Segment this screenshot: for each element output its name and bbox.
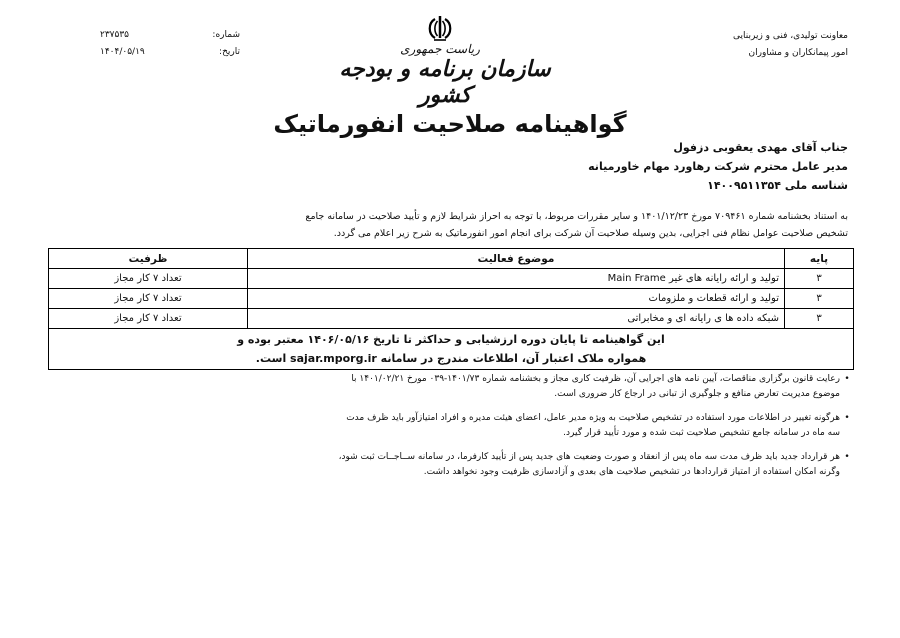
cell-topic: شبکه داده ها ی رایانه ای و مخابراتی [248, 309, 785, 329]
cell-topic: تولید و ارائه رایانه های غیر Main Frame [248, 269, 785, 289]
activities-table [48, 248, 854, 370]
certificate-title: گواهینامه صلاحیت انفورماتیک [273, 110, 627, 138]
table-row [49, 269, 854, 289]
department-block [733, 28, 848, 62]
header-topic: موضوع فعالیت [248, 249, 785, 269]
cell-base: ۳ [785, 289, 854, 309]
intro-paragraph [58, 208, 848, 242]
department-line: امور پیمانکاران و مشاوران [748, 48, 848, 58]
cell-capacity: تعداد ۷ کار مجاز [49, 309, 248, 329]
list-item [46, 411, 854, 441]
header-capacity: ظرفیت [49, 249, 248, 269]
cell-capacity: تعداد ۷ کار مجاز [49, 269, 248, 289]
number-value: ۲۳۷۵۳۵ [100, 30, 130, 40]
presidency-text: ریاست جمهوری [400, 42, 480, 56]
table-row [49, 289, 854, 309]
deputy-line: معاونت تولیدی، فنی و زیربنایی [733, 31, 848, 41]
list-item [46, 372, 854, 402]
note-line: سه ماه در سامانه جامع تشخیص صلاحیت ثبت شده و مورد تأیید قرار گیرد. [563, 428, 840, 438]
bullet-icon: • [844, 452, 850, 462]
cell-base: ۳ [785, 309, 854, 329]
header-base: پایه [785, 249, 854, 269]
validity-line: همواره ملاک اعتبار آن، اطلاعات مندرج در سامانه sajar.mporg.ir است. [255, 352, 647, 365]
note-line: هرگونه تغییر در اطلاعات مورد استفاده در تشخیص صلاحیت به ویژه مدیر عامل، اعضای هیئت مدیره و افراد امتیازآور باید ظرف مدت [346, 413, 840, 423]
intro-line: تشخیص صلاحیت عوامل نظام فنی اجرایی، بدین وسیله صلاحیت آن شرکت برای انجام امور انفورماتیک به شرح زیر اعلام می گردد. [333, 228, 848, 239]
note-line: رعایت قانون برگزاری مناقصات، آیین نامه های اجرایی آن، ظرفیت کاری مجاز و بخشنامه شماره ۱۴۰۱/۷۳-۰۳۹ مورخ ۱۴۰۱/۰۲/۲۱ با [351, 374, 840, 384]
note-line: موضوع مدیریت تعارض منافع و جلوگیری از تبانی در ارجاع کار ضروری است. [554, 389, 840, 399]
validity-cell [49, 329, 854, 370]
addressee-block [588, 138, 848, 195]
cell-base: ۳ [785, 269, 854, 289]
validity-row [49, 329, 854, 370]
date-label: تاریخ: [219, 47, 240, 57]
validity-line: این گواهینامه تا پایان دوره ارزشیابی و حداکثر تا تاریخ ۱۴۰۶/۰۵/۱۶ معتبر بوده و [237, 333, 665, 346]
cell-topic: تولید و ارائه قطعات و ملزومات [248, 289, 785, 309]
notes-list [46, 372, 854, 489]
list-item [46, 450, 854, 480]
number-label: شماره: [212, 30, 240, 40]
reference-block [100, 27, 240, 61]
note-line: هر قرارداد جدید باید ظرف مدت سه ماه پس از انعقاد و صورت وضعیت های جدید پس از تأیید کارفرما، در سامانه ســاجــات ثبت شود، [338, 452, 840, 462]
bullet-icon: • [844, 413, 850, 423]
addressee-position: مدیر عامل محترم شرکت رهاورد مهام خاورمیانه [588, 160, 848, 173]
note-line: وگرنه امکان استفاده از امتیاز قراردادها در تشخیص صلاحیت های بعدی و آزادسازی ظرفیت وجود نخواهد داشت. [423, 467, 840, 477]
date-value: ۱۴۰۴/۰۵/۱۹ [100, 47, 145, 57]
national-id: شناسه ملی ۱۴۰۰۹۵۱۱۳۵۴ [707, 179, 848, 192]
intro-line: به استناد بخشنامه شماره ۷۰۹۴۶۱ مورخ ۱۴۰۱/۱۲/۲۳ و سایر مقررات مربوط، با توجه به احراز شرایط لازم و تأیید صلاحیت در سامانه جامع [305, 211, 848, 222]
organization-name: سازمان برنامه و بودجه کشور [339, 56, 551, 108]
table-header-row [49, 249, 854, 269]
cell-capacity: تعداد ۷ کار مجاز [49, 289, 248, 309]
addressee-name: جناب آقای مهدی یعقوبی دزفول [673, 141, 848, 154]
bullet-icon: • [844, 374, 850, 384]
table-row [49, 309, 854, 329]
